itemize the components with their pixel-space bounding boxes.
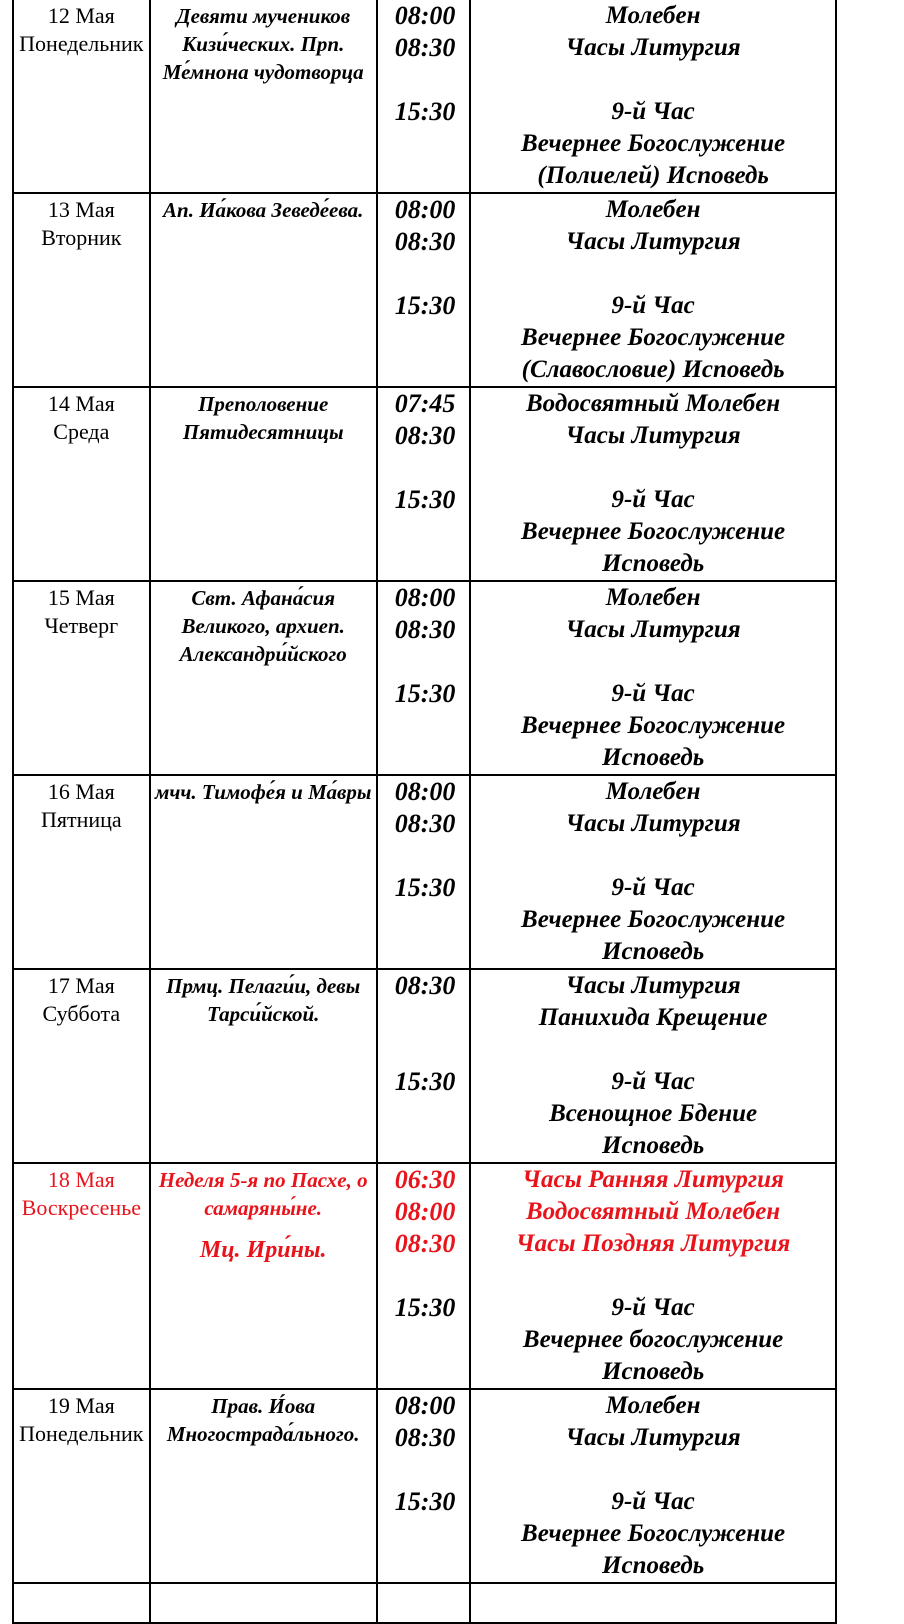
service — [471, 258, 835, 290]
feast-cell — [150, 1163, 377, 1389]
time — [395, 1002, 469, 1034]
time: 07:45 — [394, 389, 456, 418]
service — [471, 64, 835, 96]
time: 06:30 — [394, 1165, 456, 1194]
service: Молебен — [605, 2, 701, 29]
time: 08:00 — [394, 195, 456, 224]
date-cell — [13, 775, 150, 969]
time — [395, 452, 469, 484]
service: Исповедь — [602, 1552, 705, 1579]
service: Всенощное Бдение — [549, 1100, 758, 1127]
time — [395, 840, 469, 872]
service: Исповедь — [602, 938, 705, 965]
time: 15:30 — [394, 873, 456, 902]
date: 17 Мая — [47, 973, 115, 998]
time: 15:30 — [394, 1293, 456, 1322]
time: 08:30 — [394, 421, 456, 450]
feast-cell — [150, 387, 377, 581]
time: 08:00 — [394, 1197, 456, 1226]
time: 08:00 — [394, 1, 456, 30]
service: Панихида Крещение — [538, 1004, 768, 1031]
service: Вечернее Богослужение — [521, 906, 786, 933]
service: 9-й Час — [611, 1068, 695, 1095]
time — [395, 64, 469, 96]
date: 15 Мая — [47, 585, 115, 610]
date-cell — [13, 387, 150, 581]
weekday: Понедельник — [19, 1421, 144, 1446]
weekday: Среда — [53, 419, 110, 444]
service: 9-й Час — [611, 1488, 695, 1515]
feast-name: Прмц. Пелаги́и, девы Тарси́йской. — [166, 974, 361, 1026]
weekday: Вторник — [41, 225, 122, 250]
service — [471, 1454, 835, 1486]
time: 08:30 — [394, 1229, 456, 1258]
time: 08:00 — [394, 583, 456, 612]
feast-cell — [150, 1389, 377, 1583]
feast-name: Девяти мучеников Кизи́ческих. Прп. Ме́мнона чудотворца — [162, 4, 364, 84]
time: 15:30 — [394, 1067, 456, 1096]
time: 08:30 — [394, 33, 456, 62]
service — [471, 646, 835, 678]
service: Вечернее Богослужение — [521, 518, 786, 545]
service: 9-й Час — [611, 1294, 695, 1321]
feast-name: Свт. Афана́сия Великого, архиеп. Александри́йского — [179, 586, 347, 666]
date-cell — [13, 193, 150, 387]
service: Часы Ранняя Литургия — [522, 1166, 784, 1193]
date-cell — [13, 1389, 150, 1583]
schedule-row — [13, 581, 836, 775]
feast-name: Прав. И́ова Многострада́льного. — [166, 1394, 360, 1446]
service: Исповедь — [602, 744, 705, 771]
date: 12 Мая — [47, 3, 115, 28]
time: 08:30 — [394, 1423, 456, 1452]
time: 15:30 — [394, 1487, 456, 1516]
service: 9-й Час — [611, 680, 695, 707]
service: Водосвятный Молебен — [526, 390, 781, 417]
time — [395, 1260, 469, 1292]
service: (Полиелей) Исповедь — [537, 162, 769, 189]
service: Исповедь — [602, 1132, 705, 1159]
feast-name: мчч. Тимофе́я и Ма́вры — [154, 780, 372, 804]
schedule-row — [13, 1389, 836, 1583]
service-cell — [470, 1389, 836, 1583]
time: 08:00 — [394, 1391, 456, 1420]
date: 19 Мая — [47, 1393, 115, 1418]
date: 18 Мая — [47, 1167, 115, 1192]
service: Молебен — [605, 196, 701, 223]
schedule-row — [13, 0, 836, 193]
time-cell — [377, 0, 470, 193]
time-cell — [377, 1389, 470, 1583]
time-cell — [377, 775, 470, 969]
time-cell — [377, 1163, 470, 1389]
service: Часы Поздняя Литургия — [515, 1230, 791, 1257]
service: Молебен — [605, 584, 701, 611]
feast-cell — [150, 581, 377, 775]
service-cell — [470, 0, 836, 193]
service: Вечернее Богослужение — [521, 712, 786, 739]
service: Исповедь — [602, 550, 705, 577]
service: Водосвятный Молебен — [526, 1198, 781, 1225]
time — [395, 1454, 469, 1486]
service: Молебен — [605, 1392, 701, 1419]
date: 16 Мая — [47, 779, 115, 804]
service-cell — [470, 581, 836, 775]
weekday: Суббота — [42, 1001, 121, 1026]
service: Часы Литургия — [565, 972, 741, 999]
time-cell — [377, 387, 470, 581]
schedule-row — [13, 969, 836, 1163]
time: 15:30 — [394, 97, 456, 126]
service — [471, 1260, 835, 1292]
time: 15:30 — [394, 485, 456, 514]
service: (Славословие) Исповедь — [521, 356, 785, 383]
feast-extra: Мц. Ири́ны. — [199, 1237, 327, 1263]
date: 13 Мая — [47, 197, 115, 222]
date-cell — [13, 1583, 150, 1623]
date-cell — [13, 0, 150, 193]
time: 15:30 — [394, 679, 456, 708]
service: Часы Литургия — [565, 228, 741, 255]
time: 08:30 — [394, 227, 456, 256]
service: 9-й Час — [611, 292, 695, 319]
service: Вечернее Богослужение — [521, 130, 786, 157]
time: 08:30 — [394, 971, 456, 1000]
feast-name: Преполовение Пятидесятницы — [182, 392, 344, 444]
service: Вечернее Богослужение — [521, 1520, 786, 1547]
date-cell — [13, 581, 150, 775]
service: Часы Литургия — [565, 422, 741, 449]
feast-cell — [150, 0, 377, 193]
service-schedule-table — [12, 0, 837, 1624]
feast-name: Неделя 5-я по Пасхе, о самаряны́не. — [158, 1168, 368, 1220]
service: Вечернее Богослужение — [521, 324, 786, 351]
service: Молебен — [605, 778, 701, 805]
time: 08:30 — [394, 615, 456, 644]
service: Часы Литургия — [565, 810, 741, 837]
service-cell — [470, 775, 836, 969]
time: 08:30 — [394, 809, 456, 838]
time-cell — [377, 1583, 470, 1623]
time — [395, 646, 469, 678]
time — [395, 258, 469, 290]
feast-cell — [150, 969, 377, 1163]
service-cell — [470, 1163, 836, 1389]
service-cell — [470, 193, 836, 387]
weekday: Понедельник — [19, 31, 144, 56]
schedule-row-partial — [13, 1583, 836, 1623]
service-cell — [470, 387, 836, 581]
time: 08:00 — [394, 777, 456, 806]
schedule-row-sunday — [13, 1163, 836, 1389]
service: Часы Литургия — [565, 1424, 741, 1451]
time-cell — [377, 969, 470, 1163]
schedule-row — [13, 387, 836, 581]
schedule-row — [13, 193, 836, 387]
service — [471, 1034, 835, 1066]
weekday: Пятница — [40, 807, 122, 832]
service — [471, 452, 835, 484]
service: Исповедь — [602, 1358, 705, 1385]
service: 9-й Час — [611, 486, 695, 513]
feast-cell — [150, 193, 377, 387]
weekday: Воскресенье — [21, 1195, 141, 1220]
feast-name: Ап. Иа́кова Зеведе́ева. — [163, 198, 364, 222]
date-cell — [13, 969, 150, 1163]
service: 9-й Час — [611, 98, 695, 125]
time: 15:30 — [394, 291, 456, 320]
time — [395, 1034, 469, 1066]
feast-cell — [150, 1583, 377, 1623]
date: 14 Мая — [47, 391, 115, 416]
weekday: Четверг — [44, 613, 119, 638]
date-cell — [13, 1163, 150, 1389]
time-cell — [377, 193, 470, 387]
service: Часы Литургия — [565, 34, 741, 61]
service: Вечернее богослужение — [522, 1326, 784, 1353]
time-cell — [377, 581, 470, 775]
service: Часы Литургия — [565, 616, 741, 643]
service-cell — [470, 1583, 836, 1623]
service — [471, 840, 835, 872]
service-cell — [470, 969, 836, 1163]
feast-cell — [150, 775, 377, 969]
service: 9-й Час — [611, 874, 695, 901]
schedule-row — [13, 775, 836, 969]
